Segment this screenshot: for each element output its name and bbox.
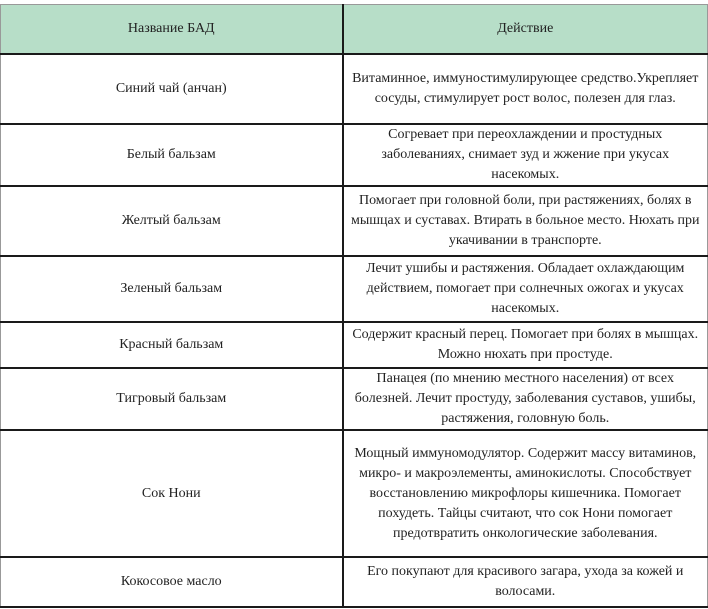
table-row (1, 557, 708, 607)
supplement-action: Мощный иммуномодулятор. Содержит массу витаминов, микро- и макроэлементы, аминокислоты. Способствует восстановлению микрофлоры кишечника. Помогает похудеть. Тайцы считают, что сок Нони помогает предотвратить онкологические заболевания. (343, 430, 708, 557)
supplement-name: Сок Нони (1, 430, 343, 557)
supplement-name: Белый бальзам (1, 124, 343, 186)
table-row (1, 430, 708, 557)
table-row (1, 54, 708, 124)
supplement-action: Панацея (по мнению местного населения) от всех болезней. Лечит простуду, заболевания суставов, ушибы, растяжения, головную боль. (343, 368, 708, 430)
supplement-action: Витаминное, иммуностимулирующее средство.Укрепляет сосуды, стимулирует рост волос, полезен для глаз. (343, 54, 708, 124)
supplement-name: Желтый бальзам (1, 186, 343, 256)
supplement-action: Помогает при головной боли, при растяжениях, болях в мышцах и суставах. Втирать в больное место. Нюхать при укачивании в транспорте. (343, 186, 708, 256)
table-row (1, 124, 708, 186)
header-name: Название БАД (1, 5, 343, 55)
table-row (1, 186, 708, 256)
supplements-table (0, 4, 708, 608)
supplement-action: Его покупают для красивого загара, ухода за кожей и волосами. (343, 557, 708, 607)
supplement-name: Кокосовое масло (1, 557, 343, 607)
table-row (1, 368, 708, 430)
supplement-name: Зеленый бальзам (1, 256, 343, 322)
supplement-name: Красный бальзам (1, 322, 343, 368)
table-row (1, 256, 708, 322)
supplement-action: Содержит красный перец. Помогает при болях в мышцах. Можно нюхать при простуде. (343, 322, 708, 368)
table-row (1, 322, 708, 368)
supplement-action: Согревает при переохлаждении и простудных заболеваниях, снимает зуд и жжение при укусах насекомых. (343, 124, 708, 186)
header-action: Действие (343, 5, 708, 55)
supplement-name: Синий чай (анчан) (1, 54, 343, 124)
supplement-name: Тигровый бальзам (1, 368, 343, 430)
supplement-action: Лечит ушибы и растяжения. Обладает охлаждающим действием, помогает при солнечных ожогах и укусах насекомых. (343, 256, 708, 322)
header-row (1, 5, 708, 55)
